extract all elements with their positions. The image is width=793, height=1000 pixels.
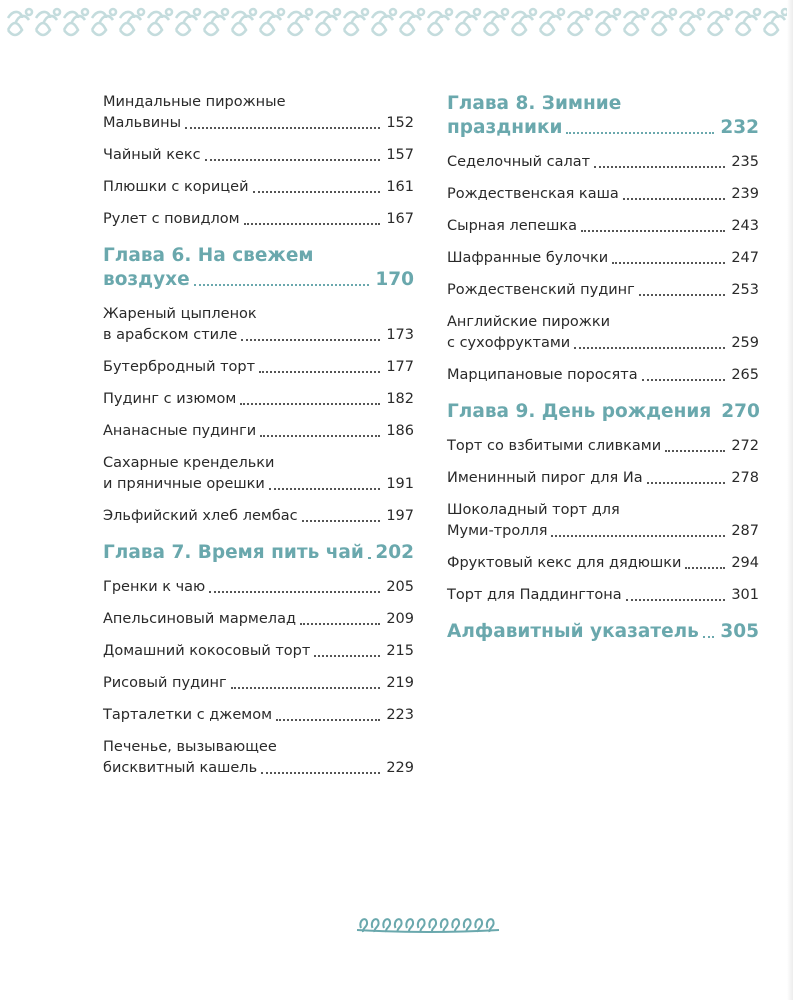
toc-page-number: 205 bbox=[386, 579, 414, 595]
toc-title: Ананасные пудинги bbox=[103, 423, 257, 439]
toc-entry[interactable] bbox=[447, 436, 759, 457]
dot-leader bbox=[276, 719, 380, 721]
toc-title: Плюшки с корицей bbox=[103, 179, 249, 195]
dot-leader bbox=[626, 599, 726, 601]
dot-leader bbox=[269, 488, 380, 490]
dot-leader bbox=[302, 520, 381, 522]
toc-page-number: 182 bbox=[386, 391, 414, 407]
toc-title: Именинный пирог для Иа bbox=[447, 470, 643, 486]
dot-leader bbox=[623, 198, 726, 200]
toc-entry[interactable] bbox=[447, 553, 759, 574]
toc-page-number: 301 bbox=[731, 587, 759, 603]
toc-title: Торт для Паддингтона bbox=[447, 587, 622, 603]
toc-entry[interactable] bbox=[447, 280, 759, 301]
toc-entry[interactable] bbox=[103, 92, 414, 134]
toc-title: воздухе bbox=[103, 269, 190, 290]
dot-leader bbox=[551, 535, 725, 537]
toc-title: Бутербродный торт bbox=[103, 359, 256, 375]
dot-leader bbox=[581, 230, 725, 232]
toc-entry[interactable] bbox=[103, 421, 414, 442]
toc-entry[interactable] bbox=[103, 304, 414, 346]
toc-right-column bbox=[447, 92, 759, 656]
toc-title: Рулет с повидлом bbox=[103, 211, 240, 227]
toc-entry[interactable] bbox=[103, 209, 414, 230]
toc-page-number: 170 bbox=[375, 269, 414, 290]
toc-chapter-heading[interactable] bbox=[447, 620, 759, 644]
toc-title: Апельсиновый мармелад bbox=[103, 611, 296, 627]
toc-entry[interactable] bbox=[103, 705, 414, 726]
toc-entry[interactable] bbox=[103, 145, 414, 166]
top-ornament-border bbox=[0, 0, 793, 44]
toc-page-number: 209 bbox=[386, 611, 414, 627]
toc-entry[interactable] bbox=[447, 500, 759, 542]
toc-title: Сырная лепешка bbox=[447, 218, 577, 234]
dot-leader bbox=[185, 127, 380, 129]
toc-page-number: 305 bbox=[720, 621, 759, 642]
bottom-ornament bbox=[355, 910, 501, 936]
dot-leader bbox=[240, 403, 380, 405]
toc-entry[interactable] bbox=[103, 577, 414, 598]
toc-title: Седелочный салат bbox=[447, 154, 591, 170]
toc-title: в арабском стиле bbox=[103, 327, 238, 343]
dot-leader bbox=[253, 191, 381, 193]
toc-entry[interactable] bbox=[103, 389, 414, 410]
toc-entry[interactable] bbox=[103, 673, 414, 694]
dot-leader bbox=[259, 371, 380, 373]
dot-leader bbox=[194, 284, 370, 286]
toc-title: Шафранные булочки bbox=[447, 250, 609, 266]
dot-leader bbox=[566, 132, 714, 134]
toc-title-line: Печенье, вызывающее bbox=[103, 739, 277, 755]
toc-title-line: Жареный цыпленок bbox=[103, 306, 257, 322]
toc-chapter-heading[interactable] bbox=[103, 541, 414, 565]
toc-title: бисквитный кашель bbox=[103, 760, 258, 776]
toc-title: Муми-тролля bbox=[447, 523, 548, 539]
dot-leader bbox=[260, 435, 380, 437]
toc-page-number: 247 bbox=[731, 250, 759, 266]
dot-leader bbox=[209, 591, 380, 593]
toc-page-number: 287 bbox=[731, 523, 759, 539]
toc-title: Глава 9. День рождения bbox=[447, 401, 712, 422]
toc-title: праздники bbox=[447, 117, 563, 138]
dot-leader bbox=[639, 294, 726, 296]
toc-entry[interactable] bbox=[447, 365, 759, 386]
toc-page-number: 215 bbox=[386, 643, 414, 659]
toc-page-number: 229 bbox=[386, 760, 414, 776]
toc-title: Тарталетки с джемом bbox=[103, 707, 273, 723]
toc-page-number: 265 bbox=[731, 367, 759, 383]
dot-leader bbox=[368, 557, 369, 559]
toc-title: Марципановые поросята bbox=[447, 367, 638, 383]
toc-page-number: 243 bbox=[731, 218, 759, 234]
toc-page-number: 152 bbox=[386, 115, 414, 131]
toc-page-number: 253 bbox=[731, 282, 759, 298]
toc-entry[interactable] bbox=[447, 585, 759, 606]
toc-title: Рождественский пудинг bbox=[447, 282, 635, 298]
toc-page-number: 197 bbox=[386, 508, 414, 524]
toc-title: Фруктовый кекс для дядюшки bbox=[447, 555, 682, 571]
toc-title: Чайный кекс bbox=[103, 147, 201, 163]
toc-title: Эльфийский хлеб лембас bbox=[103, 508, 298, 524]
toc-title: Мальвины bbox=[103, 115, 182, 131]
toc-page-number: 191 bbox=[386, 476, 414, 492]
toc-title: Рисовый пудинг bbox=[103, 675, 227, 691]
toc-title: и пряничные орешки bbox=[103, 476, 265, 492]
toc-title: Глава 7. Время пить чай bbox=[103, 542, 364, 563]
toc-entry[interactable] bbox=[447, 184, 759, 205]
toc-page-number: 186 bbox=[386, 423, 414, 439]
toc-page-number: 272 bbox=[731, 438, 759, 454]
dot-leader bbox=[300, 623, 380, 625]
toc-page-number: 157 bbox=[386, 147, 414, 163]
dot-leader bbox=[594, 166, 725, 168]
toc-title: Гренки к чаю bbox=[103, 579, 206, 595]
toc-page-number: 161 bbox=[386, 179, 414, 195]
toc-page-number: 177 bbox=[386, 359, 414, 375]
toc-chapter-heading[interactable] bbox=[103, 244, 414, 292]
dot-leader bbox=[205, 159, 381, 161]
toc-title-line: Шоколадный торт для bbox=[447, 502, 620, 518]
toc-chapter-heading[interactable] bbox=[447, 400, 759, 424]
toc-chapter-heading[interactable] bbox=[447, 92, 759, 140]
toc-title: Домашний кокосовый торт bbox=[103, 643, 311, 659]
toc-title-line: Сахарные крендельки bbox=[103, 455, 275, 471]
toc-entry[interactable] bbox=[103, 506, 414, 527]
dot-leader bbox=[244, 223, 381, 225]
toc-title-line: Глава 6. На свежем bbox=[103, 245, 314, 266]
toc-page-number: 294 bbox=[731, 555, 759, 571]
dot-leader bbox=[642, 379, 726, 381]
toc-entry[interactable] bbox=[103, 641, 414, 662]
dot-leader bbox=[612, 262, 725, 264]
toc-entry[interactable] bbox=[447, 248, 759, 269]
dot-leader bbox=[665, 450, 725, 452]
toc-page-number: 219 bbox=[386, 675, 414, 691]
toc-title: с сухофруктами bbox=[447, 335, 571, 351]
toc-page-number: 278 bbox=[731, 470, 759, 486]
toc-left-column bbox=[103, 92, 414, 790]
dot-leader bbox=[685, 567, 725, 569]
page-edge-shadow bbox=[787, 0, 793, 1000]
dot-leader bbox=[574, 347, 725, 349]
toc-entry[interactable] bbox=[103, 609, 414, 630]
toc-entry[interactable] bbox=[447, 312, 759, 354]
toc-page-number: 270 bbox=[721, 401, 760, 422]
toc-entry[interactable] bbox=[103, 177, 414, 198]
dot-leader bbox=[231, 687, 381, 689]
toc-page-number: 235 bbox=[731, 154, 759, 170]
toc-page-number: 202 bbox=[375, 542, 414, 563]
toc-entry[interactable] bbox=[103, 453, 414, 495]
toc-entry[interactable] bbox=[103, 357, 414, 378]
toc-entry[interactable] bbox=[447, 216, 759, 237]
dot-leader bbox=[241, 339, 380, 341]
dot-leader bbox=[703, 636, 715, 638]
toc-title: Пудинг с изюмом bbox=[103, 391, 237, 407]
toc-title-line: Миндальные пирожные bbox=[103, 94, 286, 110]
toc-entry[interactable] bbox=[103, 737, 414, 779]
toc-page-number: 223 bbox=[386, 707, 414, 723]
toc-entry[interactable] bbox=[447, 468, 759, 489]
toc-page-number: 173 bbox=[386, 327, 414, 343]
dot-leader bbox=[261, 772, 380, 774]
toc-title-line: Английские пирожки bbox=[447, 314, 611, 330]
toc-page-number: 232 bbox=[720, 117, 759, 138]
dot-leader bbox=[314, 655, 380, 657]
toc-title-line: Глава 8. Зимние bbox=[447, 93, 622, 114]
dot-leader bbox=[647, 482, 726, 484]
toc-title: Алфавитный указатель bbox=[447, 621, 699, 642]
toc-page-number: 259 bbox=[731, 335, 759, 351]
toc-title: Торт со взбитыми сливками bbox=[447, 438, 662, 454]
toc-title: Рождественская каша bbox=[447, 186, 619, 202]
toc-entry[interactable] bbox=[447, 152, 759, 173]
toc-page-number: 239 bbox=[731, 186, 759, 202]
toc-page-number: 167 bbox=[386, 211, 414, 227]
